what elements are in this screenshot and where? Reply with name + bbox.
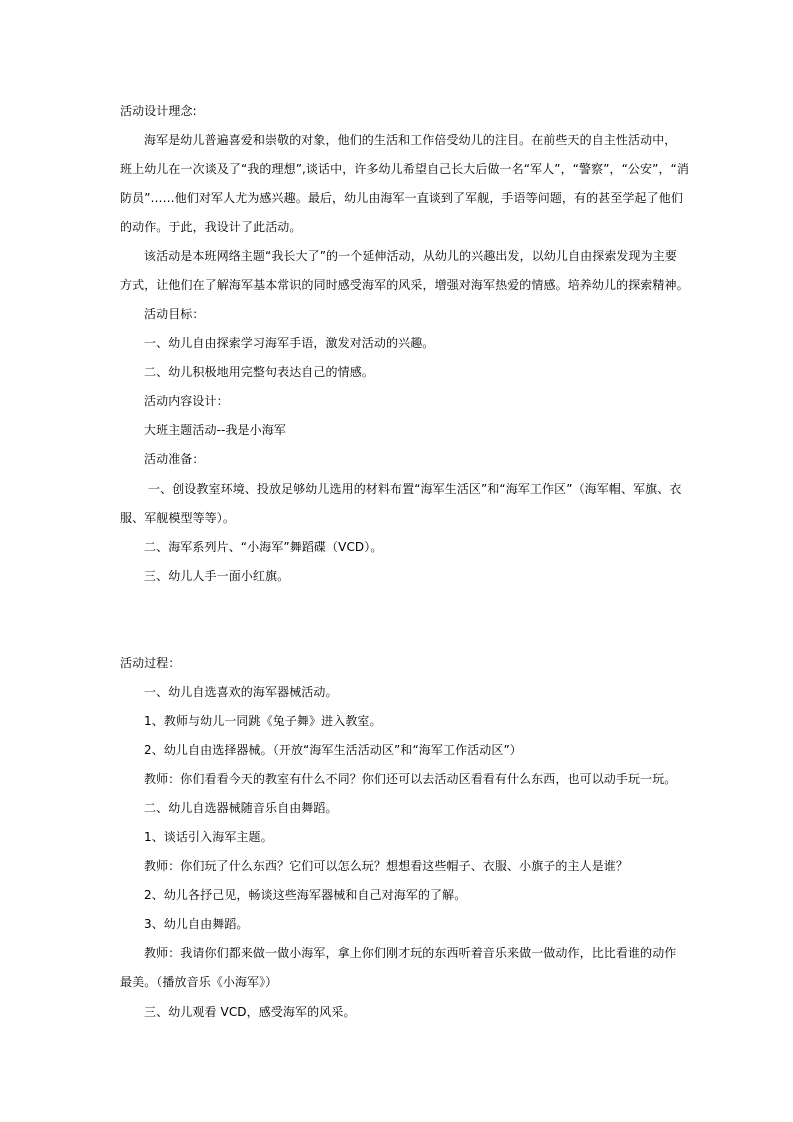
list-item: 二、幼儿自选器械随音乐自由舞蹈。 [144, 801, 338, 815]
section-heading-goals: 活动目标： [144, 307, 205, 321]
paragraph-line: 教师：我请你们都来做一做小海军，拿上你们刚才玩的东西听着音乐来做一做动作，比比看谁的动作 [144, 946, 677, 960]
list-item: 二、幼儿积极地用完整句表达自己的情感。 [144, 365, 374, 379]
paragraph-line: 最美。（播放音乐《小海军》） [120, 975, 278, 989]
section-heading-process: 活动过程： [120, 656, 181, 670]
paragraph-line: 大班主题活动--我是小海军 [144, 423, 286, 437]
list-item: 二、海军系列片、“小海军”舞蹈碟（VCD）。 [144, 540, 383, 554]
list-item: 三、幼儿观看 VCD，感受海军的风采。 [144, 1005, 356, 1019]
paragraph-line: 教师：你们玩了什么东西？它们可以怎么玩？想想看这些帽子、衣服、小旗子的主人是谁？ [144, 859, 629, 873]
paragraph-line: 该活动是本班网络主题“我长大了”的一个延伸活动，从幼儿的兴趣出发，以幼儿自由探索发现为主要 [144, 249, 677, 263]
paragraph-line: 海军是幼儿普遍喜爱和崇敬的对象，他们的生活和工作倍受幼儿的注目。在前些天的自主性活动中， [144, 133, 677, 147]
paragraph-line: 的动作。于此，我设计了此活动。 [120, 220, 302, 234]
list-item: 一、创设教室环境、投放足够幼儿选用的材料布置“海军生活区”和“海军工作区”（海军帽、军旗、衣 [148, 482, 682, 496]
paragraph-line: 教师：你们看看今天的教室有什么不同？你们还可以去活动区看看有什么东西，也可以动手玩一玩。 [144, 772, 677, 786]
list-item: 1、教师与幼儿一同跳《兔子舞》进入教室。 [144, 714, 382, 728]
list-item: 三、幼儿人手一面小红旗。 [144, 569, 290, 583]
paragraph-line: 方式，让他们在了解海军基本常识的同时感受海军的风采，增强对海军热爱的情感。培养幼儿的探索精神。 [120, 278, 689, 292]
list-item: 2、幼儿各抒己见，畅谈这些海军器械和自己对海军的了解。 [144, 888, 467, 902]
list-item-continuation: 服、军舰模型等等）。 [120, 511, 236, 525]
list-item: 1、谈话引入海军主题。 [144, 830, 273, 844]
list-item: 3、幼儿自由舞蹈。 [144, 917, 249, 931]
list-item: 一、幼儿自由探索学习海军手语，激发对活动的兴趣。 [144, 336, 435, 350]
section-heading-design-concept: 活动设计理念: [120, 104, 197, 118]
section-heading-preparation: 活动准备： [144, 452, 205, 466]
section-heading-content-design: 活动内容设计： [144, 394, 229, 408]
paragraph-line: 班上幼儿在一次谈及了“我的理想”,谈话中，许多幼儿希望自己长大后做一名“军人”，“警察”，“公安”，“消 [120, 162, 689, 176]
paragraph-line: 防员”……他们对军人尤为感兴趣。最后，幼儿由海军一直谈到了军舰，手语等问题，有的甚至学起了他们 [120, 191, 683, 205]
list-item: 2、幼儿自由选择器械。（开放“海军生活活动区”和“海军工作活动区”） [144, 743, 522, 757]
list-item: 一、幼儿自选喜欢的海军器械活动。 [144, 685, 338, 699]
